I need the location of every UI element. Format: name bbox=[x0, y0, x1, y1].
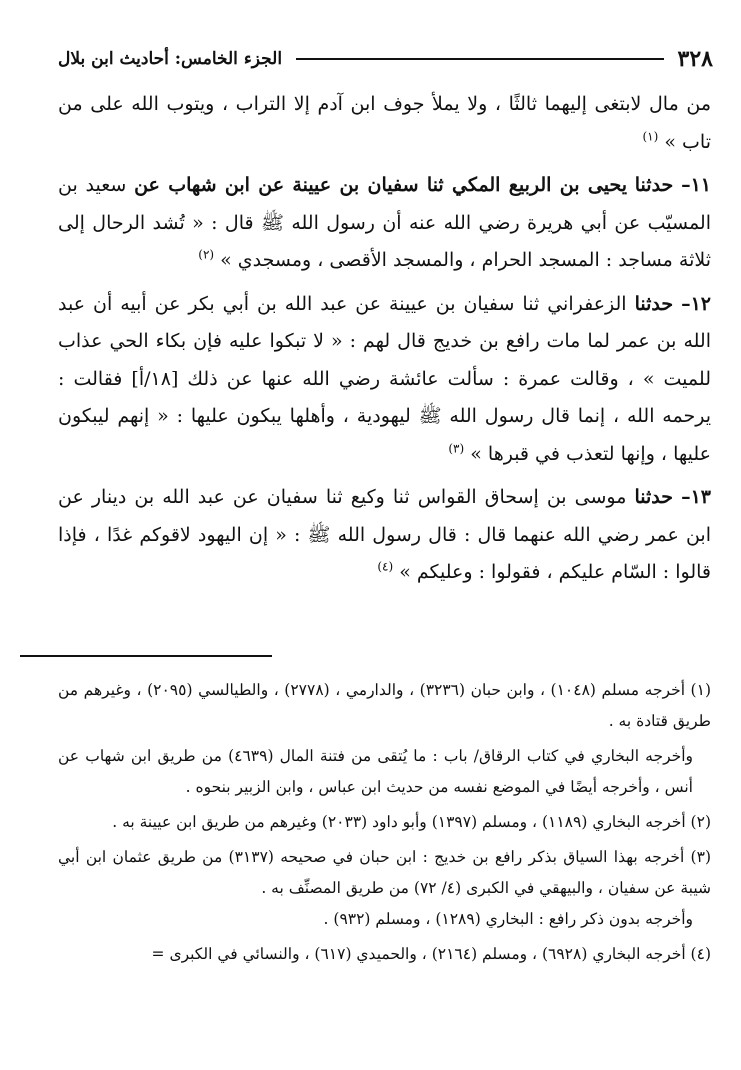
footnote-3: (٣) أخرجه بهذا السياق بذكر رافع بن خديج : ابن حبان في صحيحه (٣١٣٧) من طريق عثمان ابن أبي شيبة عن سفيان ، والبيهقي في الكبرى (٤/ ٧٢) من طريق المصنِّف به . bbox=[58, 848, 711, 897]
hadith-text: الزعفراني ثنا سفيان بن عيينة عن عبد الله بن أبي بكر عن أبيه أن عبد الله بن عمر لما مات رافع بن خديج قال لهم : « لا تبكوا عليه فإن بكاء الحي عذاب للميت » ، وقالت عمرة : سألت عائشة رضي الله عنها عن ذلك [١٨/أ] فقالت : يرحمه الله ، إنما قال رسول الله ﷺ ليهودية ، وأهلها يبكون عليها : « إنهم ليبكون عليها ، وإنها لتعذب في قبرها » bbox=[58, 292, 711, 465]
footnote-ref: (٣) bbox=[448, 441, 465, 456]
footnote-ref: (١) bbox=[642, 129, 659, 144]
footnote-2: (٢) أخرجه البخاري (١١٨٩) ، ومسلم (١٣٩٧) وأبو داود (٢٠٣٣) وغيرهم من طريق ابن عيينة به . bbox=[112, 813, 711, 831]
main-text bbox=[58, 86, 711, 592]
footnote-1: (١) أخرجه مسلم (١٠٤٨) ، وابن حبان (٣٢٣٦) ، والدارمي ، (٢٧٧٨) ، والطيالسي (٢٠٩٥) ، وغيرهم من طريق قتادة به . bbox=[58, 681, 711, 730]
footnote-separator bbox=[20, 655, 272, 657]
hadith-11 bbox=[58, 167, 711, 280]
footnote-ref: (٤) bbox=[377, 559, 394, 574]
continuation-paragraph bbox=[58, 86, 711, 161]
page-number: ٣٢٨ bbox=[677, 46, 713, 72]
header-rule bbox=[296, 58, 663, 60]
hadith-isnad: يحيى بن الربيع المكي ثنا سفيان بن عيينة عن ابن شهاب عن bbox=[134, 174, 627, 196]
page-header bbox=[58, 44, 713, 74]
footnote-1-continued: وأخرجه البخاري في كتاب الرقاق/ باب : ما يُتقى من فتنة المال (٤٦٣٩) من طريق ابن شهاب عن أنس ، وأخرجه أيضًا في الموضع نفسه من حديث ابن عباس ، وابن الزبير بنحوه . bbox=[58, 747, 694, 796]
hadith-12 bbox=[58, 286, 711, 474]
running-title: الجزء الخامس: أحاديث ابن بلال bbox=[58, 49, 283, 69]
footnote-4: (٤) أخرجه البخاري (٦٩٢٨) ، ومسلم (٢١٦٤) ، والحميدي (٦١٧) ، والنسائي في الكبرى = bbox=[151, 945, 711, 963]
hadith-lead: حدثنا bbox=[634, 174, 674, 196]
hadith-number: ١١– bbox=[681, 174, 711, 196]
hadith-number: ١٢– bbox=[681, 292, 711, 315]
hadith-number: ١٣– bbox=[681, 486, 712, 508]
hadith-text: سعيد بن المسيّب عن أبي هريرة رضي الله عنه أن رسول الله ﷺ قال : « تُشد الرحال إلى ثلاثة مساجد : المسجد الحرام ، والمسجد الأقصى ، ومسجدي » bbox=[58, 174, 711, 271]
hadith-text: موسى بن إسحاق القواس ثنا وكيع ثنا سفيان عن عبد الله بن دينار عن ابن عمر رضي الله عنهما قال : قال رسول الله ﷺ : « إن اليهود لاقوكم غدًا ، فإذا قالوا : السّام عليكم ، فقولوا : وعليكم » bbox=[58, 486, 711, 583]
continuation-text: من مال لابتغى إليهما ثالثًا ، ولا يملأ جوف ابن آدم إلا التراب ، ويتوب الله على من تاب » bbox=[58, 93, 711, 153]
hadith-13 bbox=[58, 479, 711, 592]
footnotes bbox=[58, 675, 711, 970]
hadith-lead: حدثنا bbox=[634, 486, 674, 508]
hadith-lead: حدثنا bbox=[634, 292, 674, 315]
footnote-3-continued: وأخرجه بدون ذكر رافع : البخاري (١٢٨٩) ، ومسلم (٩٣٢) . bbox=[323, 910, 693, 928]
footnote-ref: (٢) bbox=[198, 247, 215, 262]
